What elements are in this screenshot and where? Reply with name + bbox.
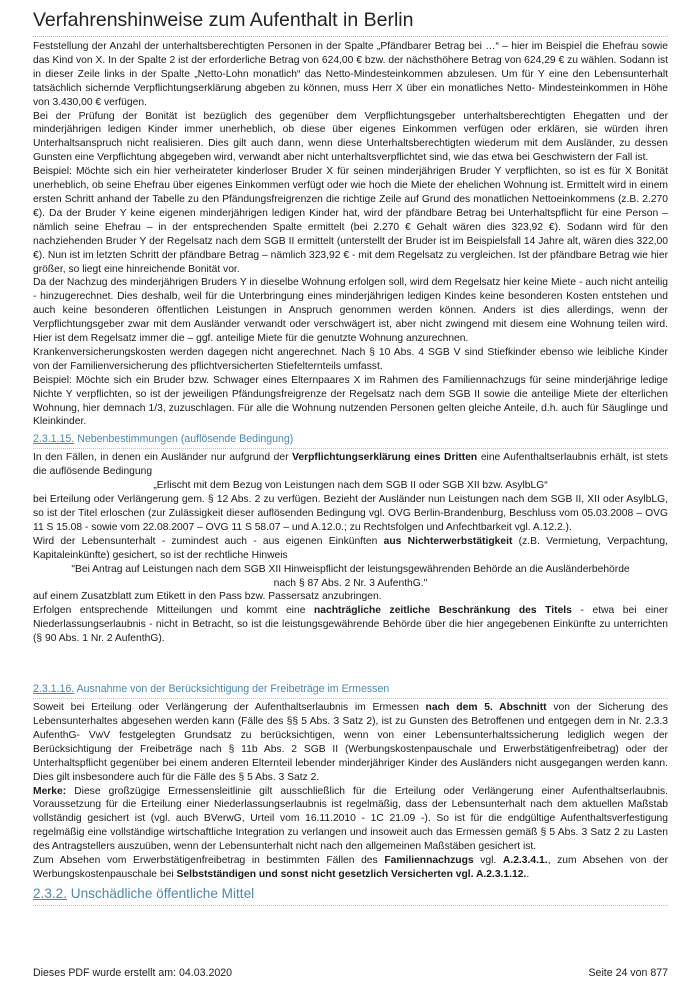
paragraph: Beispiel: Möchte sich ein hier verheirateter kinderloser Bruder X für seinen minderjährigen Bruder Y verpflichten, so ist es für X Bonität unerheblich, ob seine Ehefrau über eigenes Einkommen verfügt oder wie hoch die Miete der ehelichen Wohnung ist. Ermittelt wird in einem ersten Schritt anhand der Tabelle zu den Pfändungsfreigrenzen die richtige Zeile auf Grund des monatlichen Nettoeinkommens (z.B. 2.270 €). Da der Bruder Y keine eigenen minderjährigen ledigen Kinder hat, wird der pfändbare Betrag bei Unterhaltspflicht für eine Person – nämlich seine Ehefrau – in der entsprechenden Spalte ermittelt (bei 2.270 € Gehalt wären dies 323,92 €). Sodann wird für den nachziehenden Bruder Y der Regelsatz nach dem SGB II ermittelt (unterstellt der Bruder ist im Beispielsfall 14 Jahre alt, wären dies 322,00 €). Nun ist im letzten Schritt der pfändbare Betrag – nämlich 323,92 € - mit dem Regelsatz zu vergleichen. Ist der pfändbare Betrag wie hier größer, so liegt eine hinreichende Bonität vor. [33, 166, 668, 275]
paragraph: Da der Nachzug des minderjährigen Bruders Y in dieselbe Wohnung erfolgen soll, wird dem Regelsatz hier keine Miete - auch nicht anteilig - hinzugerechnet. Dies deshalb, weil für die Unterbringung eines minderjährigen ledigen Kindes keine besonderen Kosten entstehen und auch keine besonderen öffentlichen Leistungen in Anspruch genommen werden können. Anders ist dies allerdings, wenn der Verpflichtungsgeber zwar mit dem Ausländer verwandt oder verschwägert ist, aber nicht zwingend mit diesem eine Wohnung teilen wird. Hier ist dem Regelsatz immer die – ggf. anteilige Miete für die genutzte Wohnung anzurechnen. [33, 277, 668, 345]
title-divider [33, 36, 668, 37]
quoted-notice: "Bei Antrag auf Leistungen nach dem SGB XII Hinweispflicht der leistungsgewährenden Behörde an die Ausländerbehörde nach § 87 Abs. 2 Nr. 3 AufenthG." [71, 563, 630, 589]
paragraph: Zum Absehen vom Erwerbstätigenfreibetrag in bestimmten Fällen des Familiennachzugs vgl. A.2.3.4.1., zum Absehen von der Werbungskostenpauschale bei Selbstständigen und sonst nicht gesetzlich Versicherten vgl. A.2.3.1.12.. [33, 855, 669, 880]
footer-created-date: Dieses PDF wurde erstellt am: 04.03.2020 [33, 967, 233, 979]
paragraph: Beispiel: Möchte sich ein Bruder bzw. Schwager eines Elternpaares X im Rahmen des Familiennachzugs für seine minderjährige ledige Nichte Y verpflichten, so ist der jeweiligen Pfändungsfreigrenze der Regelsatz nach dem SGB II sowie die anteilige Miete der elterlichen Wohnung, hier demnach 1/3, zuzuschlagen. Für alle die Wohnung nutzenden Personen gelten gleiche Anteile, d.h. auch für Säuglinge und Kleinkinder. [33, 374, 668, 428]
document-body [33, 40, 668, 906]
section-title: Unschädliche öffentliche Mittel [70, 885, 255, 901]
section-title: Ausnahme von der Berücksichtigung der Freibeträge im Ermessen [76, 683, 390, 696]
section-title: Nebenbestimmungen (auflösende Bedingung) [77, 433, 294, 446]
paragraph: Soweit bei Erteilung oder Verlängerung der Aufenthaltserlaubnis im Ermessen nach dem 5. Abschnitt von der Sicherung des Lebensunterhaltes abgesehen werden kann (Fälle des §§ 5 Abs. 3 Satz 2), ist zu Gunsten des Betroffenen und entgegen dem in Nr. 2.3.3 AufenthG- VwV festgelegten Grundsatz zu berücksichtigen, wenn von einer Lebensunterhaltssicherung lediglich wegen der Berücksichtigung der Freibeträge nach § 11b Abs. 2 SGB II (Werbungskostenpauschale und Erwerbstätigenfreibetrag) oder der Unterhaltspflicht gegenüber bei einem anderen Elternteil lebender minderjähriger Kinder des Ausländers nicht ausgegangen werden kann. Dies gilt insbesondere auch für die Fälle des § 5 Abs. 3 Satz 2. [33, 702, 668, 783]
section-heading-2-3-2 [33, 886, 668, 906]
paragraph: bei Erteilung oder Verlängerung gem. § 12 Abs. 2 zu verfügen. Bezieht der Ausländer nun Leistungen nach dem SGB II, XII oder AsylbLG, so ist der Titel erloschen (zur Zulässigkeit dieser auflösenden Bedingung vgl. OVG Berlin-Brandenburg, Beschluss vom 05.03.2008 – OVG 11 S 15.08 - sowie vom 22.08.2007 – OVG 11 S 58.07 – und A.12.0.; zu Rechtsfolgen und Anfechtbarkeit vgl. A.12.2.). [33, 494, 668, 533]
section-number-link[interactable]: 2.3.1.15. [33, 433, 75, 446]
paragraph: Feststellung der Anzahl der unterhaltsberechtigten Personen in der Spalte „Pfändbarer Betrag bei …“ – hier im Beispiel die Ehefrau sowie das Kind von X. In der Spalte 2 ist der erforderliche Betrag von 624,00 € bzw. der nächsthöhere Betrag von 624,29 € zu wählen. Sodann ist in dieser Zeile links in der Spalte „Netto-Lohn monatlich“ das Netto-Mindesteinkommen abzulesen. Um für Y eine den Lebensunterhalt tatsächlich sichernde Verpflichtungserklärung abgeben zu können, muss Herr X über ein monatliches Netto- Mindesteinkommen in Höhe von 3.430,00 € verfügen. [33, 41, 668, 108]
page-title: Verfahrenshinweise zum Aufenthalt in Berlin [33, 9, 414, 31]
paragraph: Bei der Prüfung der Bonität ist bezüglich des gegenüber dem Verpflichtungsgeber unterhaltsberechtigten Ehegatten und der minderjährigen ledigen Kinder immer unerheblich, ob diese über eigenes Einkommen verfügen oder erklären, sie würden ihren Unterhaltsanspruch nicht realisieren. Dies gilt auch dann, wenn diese Unterhaltsberechtigten wiederum mit dem Ausländer, zu dessen Gunsten eine Verpflichtung abgegeben wird, verwandt aber nicht unterhaltsverpflichtet sind, wie das etwa bei Geschwistern der Fall ist. [33, 110, 668, 164]
section-heading-2-3-1-16 [33, 683, 668, 699]
section-heading-2-3-1-15 [33, 433, 668, 449]
spacer [33, 646, 668, 679]
paragraph: auf einem Zusatzblatt zum Etikett in den Pass bzw. Passersatz anzubringen. [33, 591, 382, 603]
section-number-link[interactable]: 2.3.2. [33, 885, 68, 901]
paragraph: Merke: Diese großzügige Ermessensleitlinie gilt ausschließlich für die Erteilung oder Verlängerung einer Aufenthaltserlaubnis. Voraussetzung für die Erteilung einer Niederlassungserlaubnis ist regelmäßig, dass der Lebensunterhalt nach dem aktuellen Maßstab vollständig gesichert ist (vgl. auch BVerwG, Urteil vom 16.11.2010 - 1C 21.09 -). So ist für die endgültige Aufenthaltsverfestigung regelmäßig eine vollständige wirtschaftliche Integration zu verlangen und insoweit auch das Ermessen gemäß § 5 Abs. 3 Satz 2 zu Lasten des Antragstellers auszuüben, wenn der Lebensunterhalt nicht nach den allgemeinen Maßstäben gesichert ist. [33, 785, 668, 853]
paragraph: Krankenversicherungskosten werden dagegen nicht angerechnet. Nach § 10 Abs. 4 SGB V sind Stiefkinder ebenso wie leibliche Kinder von der Familienversicherung des pflichtversicherten Stiefelternteils umfasst. [33, 346, 668, 372]
paragraph: Wird der Lebensunterhalt - zumindest auch - aus eigenen Einkünften aus Nichterwerbstätigkeit (z.B. Vermietung, Verpachtung, Kapitaleinkünfte) gesichert, so ist der rechtliche Hinweis [33, 535, 668, 561]
paragraph: Erfolgen entsprechende Mitteilungen und kommt eine nachträgliche zeitliche Beschränkung des Titels - etwa bei einer Niederlassungserlaubnis - nicht in Betracht, so ist die leistungsgewährende Behörde über die hier angegebenen Einkünfte zu unterrichten (§ 90 Abs. 1 Nr. 2 AufenthG). [33, 605, 669, 645]
paragraph: In den Fällen, in denen ein Ausländer nur aufgrund der Verpflichtungserklärung eines Dritten eine Aufenthaltserlaubnis erhält, ist stets die auflösende Bedingung [33, 452, 669, 478]
quoted-condition: „Erlischt mit dem Bezug von Leistungen nach dem SGB II oder SGB XII bzw. AsylbLG“ [153, 480, 548, 492]
footer-page-number: Seite 24 von 877 [588, 967, 668, 979]
section-number-link[interactable]: 2.3.1.16. [33, 683, 75, 696]
